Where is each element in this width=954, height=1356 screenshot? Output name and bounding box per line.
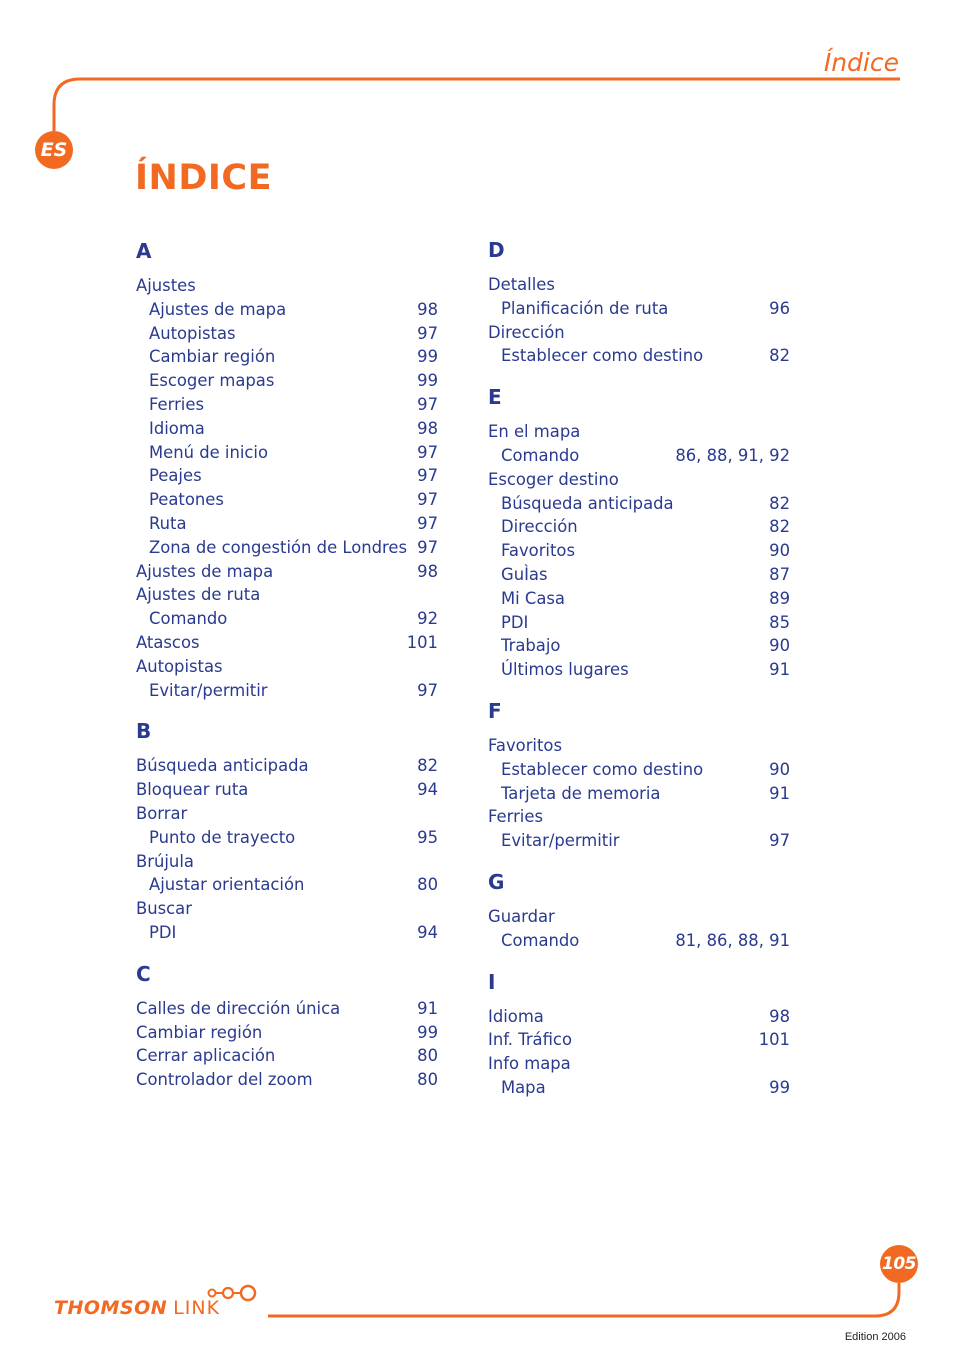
index-section: [136, 959, 438, 1092]
index-entry: [488, 734, 790, 758]
index-term: Idioma: [488, 1006, 544, 1026]
edition-label: Edition 2006: [844, 1331, 906, 1343]
index-term: Peajes: [149, 466, 202, 486]
index-term: Cambiar región: [136, 1022, 263, 1042]
index-section: [488, 967, 790, 1100]
index-subentry: [488, 587, 790, 611]
index-term: Favoritos: [488, 735, 562, 755]
index-page-numbers: 86, 88, 91, 92: [675, 445, 790, 465]
page-number-badge: 105: [880, 1245, 918, 1283]
index-term: Detalles: [488, 275, 555, 294]
index-page-numbers: 92: [417, 609, 438, 629]
index-term: Comando: [501, 445, 580, 465]
index-section: [488, 867, 790, 953]
index-subentry: [488, 515, 790, 539]
index-column-left: [136, 236, 438, 1106]
index-term: Ajustes de mapa: [136, 561, 274, 581]
index-entry: [488, 1005, 790, 1029]
index-term: Ruta: [149, 513, 187, 533]
index-entry: [136, 655, 438, 679]
index-term: Atascos: [136, 632, 200, 652]
index-page-numbers: 90: [769, 636, 790, 656]
index-term: Planificación de ruta: [501, 298, 669, 318]
index-entry: [136, 850, 438, 874]
index-subentry: [136, 345, 438, 369]
index-subentry: [136, 536, 438, 560]
index-entry: [136, 1068, 438, 1092]
index-subentry: [488, 492, 790, 516]
index-term: Autopistas: [149, 323, 236, 343]
index-term: Mapa: [501, 1077, 546, 1097]
index-term: Calles de dirección única: [136, 998, 341, 1018]
index-term: Ferries: [149, 394, 204, 414]
index-page-numbers: 96: [769, 298, 790, 318]
index-letter-heading: F: [488, 698, 502, 723]
index-term: Trabajo: [501, 636, 561, 656]
index-subentry: [488, 758, 790, 782]
index-subentry: [136, 607, 438, 631]
index-term: Punto de trayecto: [149, 827, 296, 847]
index-term: Escoger destino: [488, 469, 619, 489]
index-term: Dirección: [501, 517, 578, 537]
index-page-numbers: 97: [417, 537, 438, 557]
index-page-numbers: 97: [417, 490, 438, 510]
index-term: Brújula: [136, 851, 194, 871]
index-subentry: [136, 826, 438, 850]
index-subentry: [136, 393, 438, 417]
index-entry: [488, 468, 790, 492]
index-subentry: [136, 441, 438, 465]
index-term: Info mapa: [488, 1054, 571, 1074]
index-page-numbers: 80: [417, 875, 438, 895]
index-page-numbers: 98: [417, 418, 438, 438]
index-subentry: [136, 873, 438, 897]
index-term: Evitar/permitir: [149, 680, 268, 700]
index-subentry: [488, 634, 790, 658]
index-subentry: [136, 417, 438, 441]
page-title: ÍNDICE: [135, 158, 272, 198]
index-term: Cambiar región: [149, 347, 276, 367]
index-entry: [136, 778, 438, 802]
index-subentry: [488, 563, 790, 587]
index-page-numbers: 101: [758, 1030, 790, 1050]
brand-circles-icon: [196, 1284, 262, 1306]
index-entry: [488, 321, 790, 345]
index-letter-heading: A: [136, 239, 152, 263]
index-subentry: [488, 929, 790, 953]
index-page-numbers: 82: [769, 493, 790, 513]
index-term: PDI: [501, 612, 529, 632]
index-term: En el mapa: [488, 422, 581, 442]
index-entry: [488, 420, 790, 444]
index-letter-heading: C: [136, 961, 151, 986]
index-term: Últimos lugares: [501, 660, 629, 680]
index-term: Controlador del zoom: [136, 1070, 313, 1090]
index-entry: [488, 273, 790, 297]
index-term: Ferries: [488, 807, 543, 827]
index-letter-heading: I: [488, 969, 496, 994]
index-term: Favoritos: [501, 541, 575, 561]
index-page-numbers: 97: [417, 323, 438, 343]
index-term: GuÌas: [501, 564, 548, 584]
brand-link-text: LINK: [173, 1297, 221, 1319]
index-page-numbers: 94: [417, 780, 438, 800]
index-entry: [136, 631, 438, 655]
index-page-numbers: 82: [417, 756, 438, 776]
index-page-numbers: 101: [406, 632, 438, 652]
index-subentry: [136, 464, 438, 488]
index-column-right: [488, 235, 790, 1114]
brand-thomson-text: THOMSON: [54, 1297, 168, 1319]
index-subentry: [136, 512, 438, 536]
index-page-numbers: 99: [769, 1077, 790, 1097]
index-page-numbers: 97: [769, 831, 790, 851]
index-subentry: [488, 782, 790, 806]
index-page-numbers: 90: [769, 759, 790, 779]
index-section: [136, 716, 438, 944]
index-entry: [136, 560, 438, 584]
index-term: Guardar: [488, 906, 555, 926]
index-term: Escoger mapas: [149, 371, 275, 391]
index-term: PDI: [149, 922, 177, 942]
index-page-numbers: 99: [417, 371, 438, 391]
index-term: Tarjeta de memoria: [501, 783, 661, 803]
index-section: [488, 382, 790, 682]
index-page-numbers: 90: [769, 541, 790, 561]
index-term: Ajustar orientación: [149, 875, 305, 895]
index-subentry: [488, 611, 790, 635]
language-badge: ES: [35, 131, 73, 169]
index-entry: [136, 754, 438, 778]
index-section: [488, 235, 790, 368]
index-subentry: [136, 488, 438, 512]
index-term: Comando: [501, 930, 580, 950]
index-subentry: [488, 344, 790, 368]
index-subentry: [488, 1076, 790, 1100]
index-term: Establecer como destino: [501, 346, 704, 366]
index-term: Comando: [149, 609, 228, 629]
index-subentry: [488, 297, 790, 321]
index-page-numbers: 97: [417, 466, 438, 486]
index-entry: [136, 997, 438, 1021]
index-page-numbers: 97: [417, 394, 438, 414]
index-subentry: [488, 444, 790, 468]
index-page-numbers: 82: [769, 517, 790, 537]
index-term: Ajustes de ruta: [136, 585, 261, 605]
index-entry: [136, 1044, 438, 1068]
index-page-numbers: 99: [417, 347, 438, 367]
index-entry: [136, 897, 438, 921]
index-subentry: [136, 369, 438, 393]
index-page-numbers: 82: [769, 346, 790, 366]
index-page-numbers: 97: [417, 513, 438, 533]
index-term: Búsqueda anticipada: [501, 493, 674, 513]
index-page-numbers: 87: [769, 564, 790, 584]
index-entry: [488, 1028, 790, 1052]
index-subentry: [136, 679, 438, 703]
index-term: Inf. Tráfico: [488, 1030, 572, 1050]
index-page-numbers: 89: [769, 588, 790, 608]
index-term: Ajustes: [136, 276, 196, 295]
index-letter-heading: E: [488, 385, 502, 410]
index-term: Dirección: [488, 322, 565, 342]
index-page-numbers: 91: [417, 998, 438, 1018]
index-letter-heading: G: [488, 869, 505, 894]
index-page-numbers: 80: [417, 1070, 438, 1090]
index-page-numbers: 97: [417, 680, 438, 700]
index-term: Bloquear ruta: [136, 780, 249, 800]
index-subentry: [488, 658, 790, 682]
index-page-numbers: 98: [769, 1006, 790, 1026]
index-subentry: [136, 921, 438, 945]
index-page-numbers: 95: [417, 827, 438, 847]
index-entry: [136, 583, 438, 607]
index-term: Peatones: [149, 490, 224, 510]
index-letter-heading: B: [136, 719, 152, 744]
index-page-numbers: 81, 86, 88, 91: [675, 930, 790, 950]
index-subentry: [488, 539, 790, 563]
index-page-numbers: 97: [417, 442, 438, 462]
index-term: Autopistas: [136, 656, 223, 676]
index-entry: [136, 1021, 438, 1045]
index-subentry: [136, 298, 438, 322]
index-page-numbers: 98: [417, 561, 438, 581]
index-term: Menú de inicio: [149, 442, 269, 462]
index-page-numbers: 98: [417, 299, 438, 319]
index-page-numbers: 91: [769, 783, 790, 803]
index-term: Evitar/permitir: [501, 831, 620, 851]
index-page-numbers: 94: [417, 922, 438, 942]
index-entry: [136, 802, 438, 826]
index-term: Idioma: [149, 418, 205, 438]
index-term: Establecer como destino: [501, 759, 704, 779]
index-term: Cerrar aplicación: [136, 1046, 276, 1066]
index-term: Ajustes de mapa: [149, 299, 287, 319]
index-entry: [488, 1052, 790, 1076]
index-term: Búsqueda anticipada: [136, 756, 309, 776]
index-page-numbers: 85: [769, 612, 790, 632]
index-term: Buscar: [136, 899, 192, 919]
index-entry: [488, 805, 790, 829]
index-entry: [136, 274, 438, 298]
index-term: Mi Casa: [501, 588, 565, 608]
index-entry: [488, 905, 790, 929]
index-page-numbers: 80: [417, 1046, 438, 1066]
index-letter-heading: D: [488, 238, 505, 262]
running-header-title: Índice: [823, 48, 899, 77]
index-section: [136, 236, 438, 702]
index-page-numbers: 99: [417, 1022, 438, 1042]
index-page-numbers: 91: [769, 660, 790, 680]
index-term: Zona de congestión de Londres: [149, 537, 408, 557]
index-subentry: [488, 829, 790, 853]
index-term: Borrar: [136, 803, 188, 823]
index-subentry: [136, 322, 438, 346]
index-section: [488, 696, 790, 853]
